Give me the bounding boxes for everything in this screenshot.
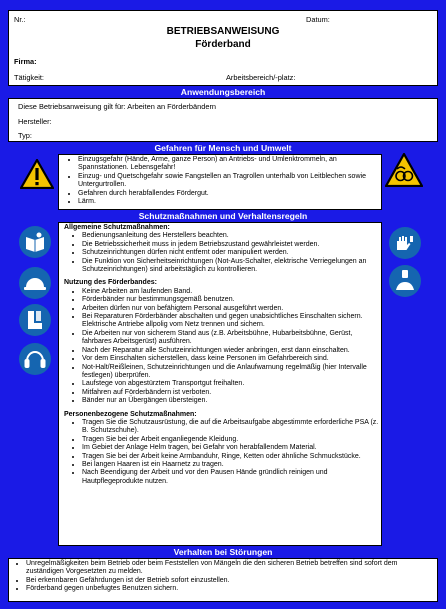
nutzung-item: • Förderbänder nur bestimmungsgemäß benutzen.	[82, 296, 382, 304]
hand-care-icon	[388, 264, 422, 298]
stoerungen-title: Verhalten bei Störungen	[8, 547, 438, 558]
ear-protection-icon	[18, 342, 52, 376]
personen-item: • Im Gebiet der Anlage Helm tragen, bei Gefahr von herabfallendem Material.	[82, 444, 382, 452]
personen-item: • Tragen Sie bei der Arbeit keine Armbanduhr, Ringe, Ketten oder ähnliche Schmuckstücke.	[82, 453, 382, 461]
helmet-icon	[18, 266, 52, 300]
nutzung-item: • Not-Halt/Reißleinen, Schutzeinrichtungen und die Anlaufwarnung regelmäßig (hier Intervalle festlegen) überprüfen.	[82, 364, 382, 381]
warning-entanglement-icon	[385, 153, 423, 187]
title-line-2: Förderband	[195, 39, 251, 50]
nutzung-heading: Nutzung des Förderbandes:	[64, 279, 157, 287]
datum-label: Datum:	[306, 15, 330, 24]
allgemein-heading: Allgemeine Schutzmaßnahmen:	[64, 224, 170, 231]
hersteller-label: Hersteller:	[18, 117, 52, 126]
gefahren-item: • Einzug- und Quetschgefahr sowie Fangstellen an Tragrollen unterhalb von Leitblechen sowie Untergurtrollen.	[78, 173, 382, 190]
nutzung-item: • Nach der Reparatur alle Schutzeinrichtungen wieder anbringen, erst dann einschalten.	[82, 347, 382, 355]
personen-item: • Tragen Sie bei der Arbeit enganliegende Kleidung.	[82, 436, 382, 444]
stoerungen-list	[8, 560, 434, 594]
nutzung-item: • Mitfahren auf Förderbändern ist verboten.	[82, 389, 382, 397]
stoerungen-item: • Förderband gegen unbefugtes Benutzen sichern.	[26, 585, 434, 593]
allgemein-item: • Die Funktion von Sicherheitseinrichtungen (Not-Aus-Schalter, elektrische Verriegelungen an Schutzeinrichtungen) sind arbeitstäglich zu kontrollieren.	[82, 258, 382, 275]
anwendung-line1: Diese Betriebsanweisung gilt für: Arbeiten an Förderbändern	[18, 102, 217, 111]
allgemein-item: • Die Betriebssicherheit muss in jedem Betriebszustand gewährleistet werden.	[82, 241, 382, 249]
gefahren-list	[60, 156, 382, 206]
gefahren-item: • Lärm.	[78, 198, 382, 206]
stoerungen-item: • Bei erkennbaren Gefährdungen ist der Betrieb sofort einzustellen.	[26, 577, 434, 585]
stoerungen-item: • Unregelmäßigkeiten beim Betrieb oder beim Feststellen von Mängeln die den sicheren Betrieb betreffen sind sofort dem zuständigen Vorgesetzten zu melden.	[26, 560, 434, 577]
nutzung-item: • Laufstege von abgestürztem Transportgut freihalten.	[82, 380, 382, 388]
personen-heading: Personenbezogene Schutzmaßnahmen:	[64, 410, 197, 418]
nutzung-item: • Bänder nur an Übergängen übersteigen.	[82, 397, 382, 405]
nr-label: Nr.:	[14, 15, 26, 24]
nutzung-item: • Keine Arbeiten am laufenden Band.	[82, 288, 382, 296]
anwendung-title: Anwendungsbereich	[8, 87, 438, 98]
gloves-icon	[388, 226, 422, 260]
schutz-title: Schutzmaßnahmen und Verhaltensregeln	[8, 211, 438, 222]
gefahren-title: Gefahren für Mensch und Umwelt	[8, 143, 438, 154]
firma-label: Firma:	[14, 57, 37, 66]
allgemein-item: • Bedienungsanleitung des Herstellers beachten.	[82, 232, 382, 240]
personen-item: • Nach Beendigung der Arbeit und vor den Pausen Hände gründlich reinigen und Hautpflegeprodukte nutzen.	[82, 469, 382, 486]
gefahren-item: • Einzugsgefahr (Hände, Arme, ganze Person) an Antriebs- und Umlenktrommeln, an Spannstationen. Lebensgefahr!	[78, 156, 382, 173]
nutzung-item: • Die Arbeiten nur von sicherem Stand aus (z.B. Arbeitsbühne, Hubarbeitsbühne, Gerüst, fahrbares Arbeitsgerüst) ausführen.	[82, 330, 382, 347]
arbeitsbereich-label: Arbeitsbereich/-platz:	[226, 73, 296, 82]
title-line-1: BETRIEBSANWEISUNG	[166, 26, 280, 37]
taetigkeit-label: Tätigkeit:	[14, 73, 44, 82]
personen-item: • Bei langen Haaren ist ein Haarnetz zu tragen.	[82, 461, 382, 469]
allgemein-item: • Schutzeinrichtungen dürfen nicht entfernt oder manipuliert werden.	[82, 249, 382, 257]
schutz-content	[64, 224, 382, 486]
nutzung-item: • Arbeiten dürfen nur von befähigtem Personal ausgeführt werden.	[82, 305, 382, 313]
safety-boots-icon	[18, 303, 52, 337]
typ-label: Typ:	[18, 131, 32, 140]
warning-general-icon	[20, 159, 54, 189]
manual-icon	[18, 225, 52, 259]
nutzung-item: • Bei Reparaturen Förderbänder abschalten und gegen unabsichtliches Einschalten sichern. Elektrische Antriebe allpolig vom Netz trennen und sichern.	[82, 313, 382, 330]
nutzung-item: • Vor dem Einschalten sicherstellen, dass keine Personen im Gefahrbereich sind.	[82, 355, 382, 363]
gefahren-item: • Gefahren durch herabfallendes Fördergut.	[78, 190, 382, 198]
personen-item: • Tragen Sie die Schutzausrüstung, die auf die Arbeitsaufgabe abgestimmte erforderliche PSA (z. B. Schutzschuhe).	[82, 419, 382, 436]
